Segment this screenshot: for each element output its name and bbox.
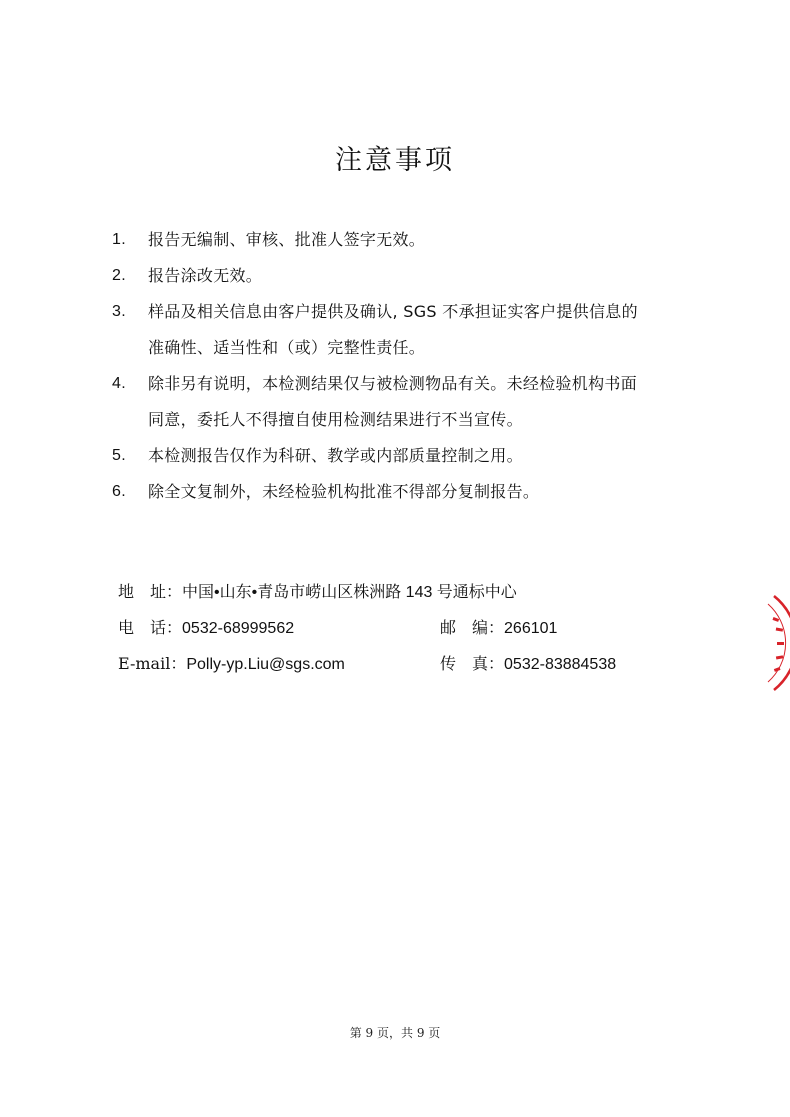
phone-value: 0532-68999562 [182,620,295,637]
address-label: 地 址： [118,582,183,601]
notice-text: 除全文复制外，未经检验机构批准不得部分复制报告。 [148,482,540,501]
notice-text-line-1: 样品及相关信息由客户提供及确认, SGS 不承担证实客户提供信息的 [148,302,638,321]
notice-text: 报告涂改无效。 [148,266,263,285]
email-link[interactable]: Polly-yp.Liu@sgs.com [186,656,345,673]
fax-value: 0532-83884538 [504,656,617,673]
notice-number: 6. [112,483,126,500]
notice-item-1 [112,222,712,258]
notice-item-4 [112,366,712,438]
email-label: E-mail： [118,654,187,673]
address-row [118,574,718,610]
red-seal-stamp [760,594,790,692]
notice-number: 3. [112,303,126,320]
notice-item-2 [112,258,712,294]
notice-text-line-2: 准确性、适当性和（或）完整性责任。 [148,338,426,357]
notice-text-line-1: 除非另有说明，本检测结果仅与被检测物品有关。未经检验机构书面 [148,374,638,393]
notice-item-5 [112,438,712,474]
fax-label: 传 真： [440,654,505,673]
postcode-value: 266101 [504,620,558,637]
phone-row [118,610,718,646]
postcode-label: 邮 编： [440,618,505,637]
notice-item-6 [112,474,712,510]
notice-number: 1. [112,231,126,248]
notice-text: 报告无编制、审核、批准人签字无效。 [148,230,426,249]
page-footer: 第 9 页，共 9 页 [349,1026,441,1040]
notice-number: 4. [112,375,126,392]
notice-list [112,222,712,510]
contact-block [118,574,718,682]
address-value: 中国•山东•青岛市崂山区株洲路 143 号通标中心 [182,584,517,601]
notice-number: 5. [112,447,126,464]
email-row [118,646,718,682]
page-title: 注意事项 [335,145,455,176]
notice-text: 本检测报告仅作为科研、教学或内部质量控制之用。 [148,446,523,465]
notice-text-line-2: 同意，委托人不得擅自使用检测结果进行不当宣传。 [148,410,523,429]
phone-label: 电 话： [118,618,183,637]
seal-icon [760,594,790,692]
notice-number: 2. [112,267,126,284]
notice-item-3 [112,294,712,366]
